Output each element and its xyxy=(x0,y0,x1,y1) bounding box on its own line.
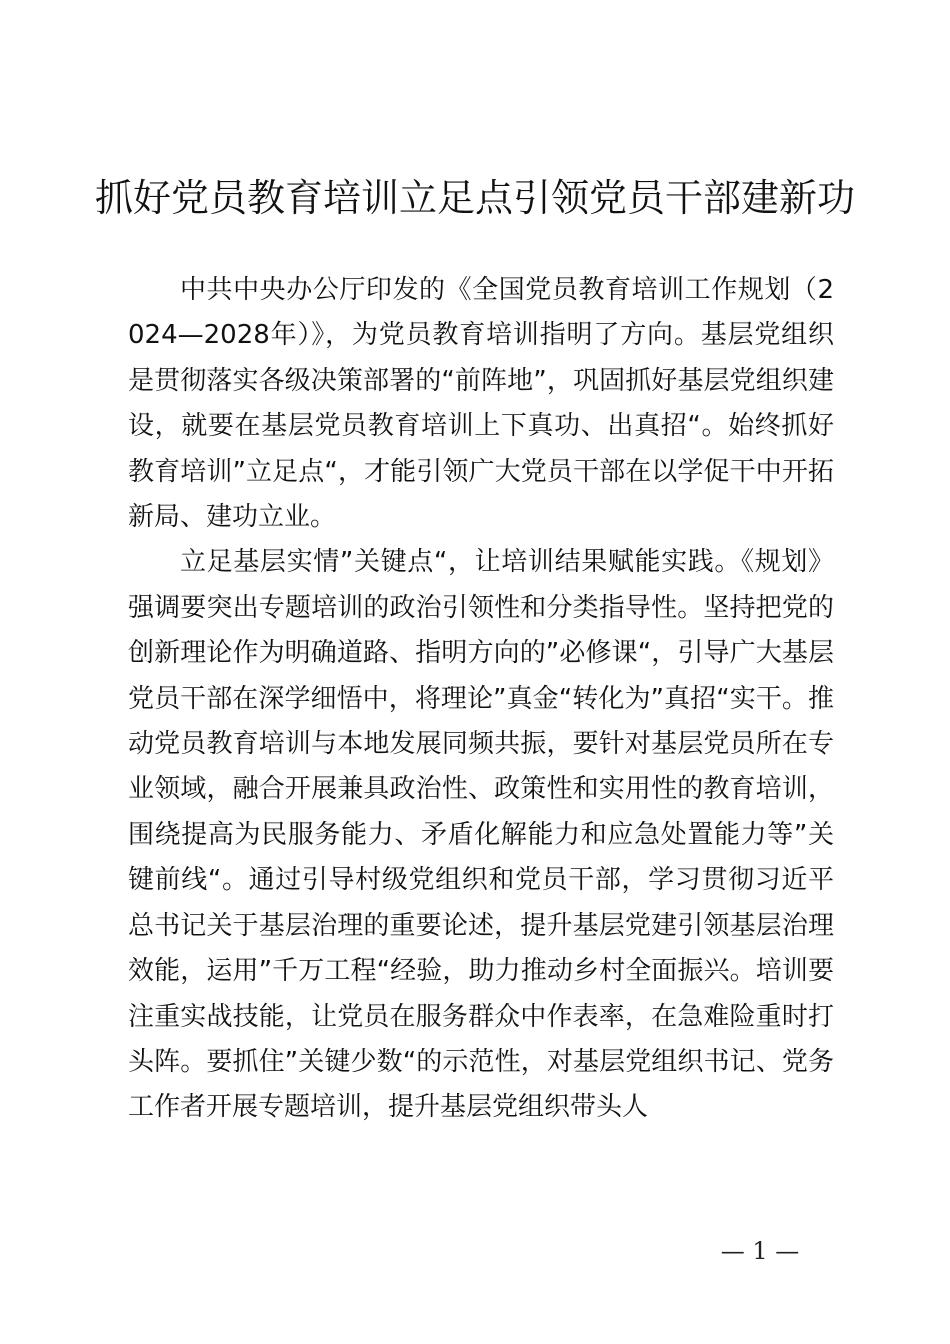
page-number: — 1 — xyxy=(720,1237,800,1265)
document-title: 抓好党员教育培训立足点引领党员干部建新功 xyxy=(94,176,855,220)
paragraph-1: 中共中央办公厅印发的《全国党员教育培训工作规划（2024—2028年）》，为党员教育培训指明了方向。基层党组织是贯彻落实各级决策部署的“前阵地”，巩固抓好基层党组织建设，就要在基层党员教育培训上下真功、出真招“。始终抓好教育培训”立足点“，才能引领广大党员干部在以学促干中开拓新局、建功立业。 xyxy=(128,275,834,533)
document-body xyxy=(128,268,834,1131)
paragraph-2: 立足基层实情”关键点“，让培训结果赋能实践。《规划》强调要突出专题培训的政治引领性和分类指导性。坚持把党的创新理论作为明确道路、指明方向的”必修课“，引导广大基层党员干部在深学细悟中，将理论”真金“转化为”真招“实干。推动党员教育培训与本地发展同频共振，要针对基层党员所在专业领域，融合开展兼具政治性、政策性和实用性的教育培训，围绕提高为民服务能力、矛盾化解能力和应急处置能力等”关键前线“。通过引导村级党组织和党员干部，学习贯彻习近平总书记关于基层治理的重要论述，提升基层党建引领基层治理效能，运用”千万工程“经验，助力推动乡村全面振兴。培训要注重实战技能，让党员在服务群众中作表率，在急难险重时打头阵。要抓住”关键少数“的示范性，对基层党组织书记、党务工作者开展专题培训，提升基层党组织带头人 xyxy=(128,547,834,1123)
